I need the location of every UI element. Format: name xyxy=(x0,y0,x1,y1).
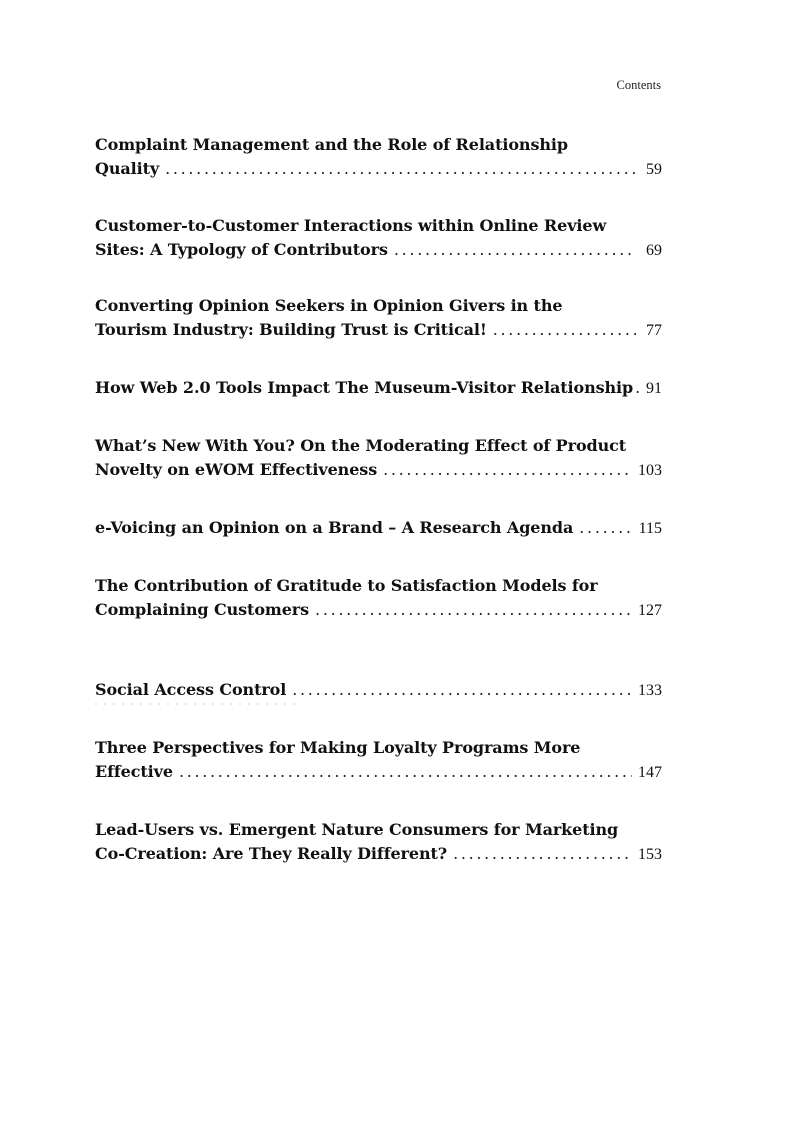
toc-entry[interactable] xyxy=(95,678,662,703)
page-number: 91 xyxy=(646,380,662,397)
toc-entry[interactable] xyxy=(95,434,662,483)
toc-entry-title: Sites: A Typology of Contributors xyxy=(95,240,388,259)
toc-entry-title: Effective xyxy=(95,762,173,781)
toc-entry[interactable] xyxy=(95,736,662,785)
toc-entry[interactable] xyxy=(95,376,662,401)
dot-leader xyxy=(292,678,632,702)
toc-entry-title-line: Converting Opinion Seekers in Opinion Givers in the xyxy=(95,296,563,315)
dot-leader xyxy=(394,238,636,262)
dot-leader xyxy=(453,842,632,866)
toc-entry-title: e-Voicing an Opinion on a Brand – A Research Agenda xyxy=(95,518,574,537)
toc-entry-last-line xyxy=(95,458,662,483)
dot-leader xyxy=(179,760,632,784)
page-number: 153 xyxy=(638,846,662,863)
toc-entry-title: Tourism Industry: Building Trust is Critical! xyxy=(95,320,487,339)
toc-entry[interactable] xyxy=(95,214,662,263)
page-number: 69 xyxy=(646,242,662,259)
faint-scan-artifact xyxy=(95,703,295,705)
page-number: 127 xyxy=(638,602,662,619)
toc-entry-title: Social Access Control xyxy=(95,680,287,699)
dot-leader xyxy=(579,516,632,540)
toc-entry-title: Complaining Customers xyxy=(95,600,310,619)
toc-entry[interactable] xyxy=(95,818,662,867)
page-number: 147 xyxy=(638,764,662,781)
toc-entry[interactable] xyxy=(95,516,662,541)
toc-entry[interactable] xyxy=(95,294,662,343)
toc-entry-title: Quality xyxy=(95,159,160,178)
toc-entry-last-line xyxy=(95,842,662,867)
dot-leader xyxy=(315,598,632,622)
toc-entry-title: How Web 2.0 Tools Impact The Museum-Visitor Relationship xyxy=(95,378,634,397)
toc-entry-title-line: Customer-to-Customer Interactions within Online Review xyxy=(95,216,607,235)
running-header: Contents xyxy=(616,78,661,92)
toc-entry-title-line: Lead-Users vs. Emergent Nature Consumers for Marketing xyxy=(95,820,619,839)
toc-entry-last-line xyxy=(95,238,662,263)
toc-entry-last-line xyxy=(95,157,662,182)
toc-entry-title: Novelty on eWOM Effectiveness xyxy=(95,460,378,479)
dot-leader xyxy=(493,318,636,342)
toc-entry-last-line xyxy=(95,318,662,343)
toc-entry-title: Co-Creation: Are They Really Different? xyxy=(95,844,448,863)
page-number: 59 xyxy=(646,161,662,178)
dot-leader xyxy=(383,458,632,482)
toc-entry-last-line xyxy=(95,376,662,401)
toc-entry-title-line: Complaint Management and the Role of Relationship xyxy=(95,135,568,154)
page-number: 103 xyxy=(638,462,662,479)
toc-entry[interactable] xyxy=(95,133,662,182)
page-number: 133 xyxy=(638,682,662,699)
page-number: 115 xyxy=(638,520,662,537)
toc-entry-last-line xyxy=(95,760,662,785)
dot-leader xyxy=(635,376,640,400)
toc-entry-title-line: Three Perspectives for Making Loyalty Programs More xyxy=(95,738,581,757)
table-of-contents xyxy=(95,0,662,1134)
toc-entry-last-line xyxy=(95,516,662,541)
toc-entry-last-line xyxy=(95,598,662,623)
dot-leader xyxy=(165,157,636,181)
toc-entry-title-line: What’s New With You? On the Moderating Effect of Product xyxy=(95,436,627,455)
page-number: 77 xyxy=(646,322,662,339)
toc-entry-last-line xyxy=(95,678,662,703)
toc-entry-title-line: The Contribution of Gratitude to Satisfaction Models for xyxy=(95,576,598,595)
toc-entry[interactable] xyxy=(95,574,662,623)
